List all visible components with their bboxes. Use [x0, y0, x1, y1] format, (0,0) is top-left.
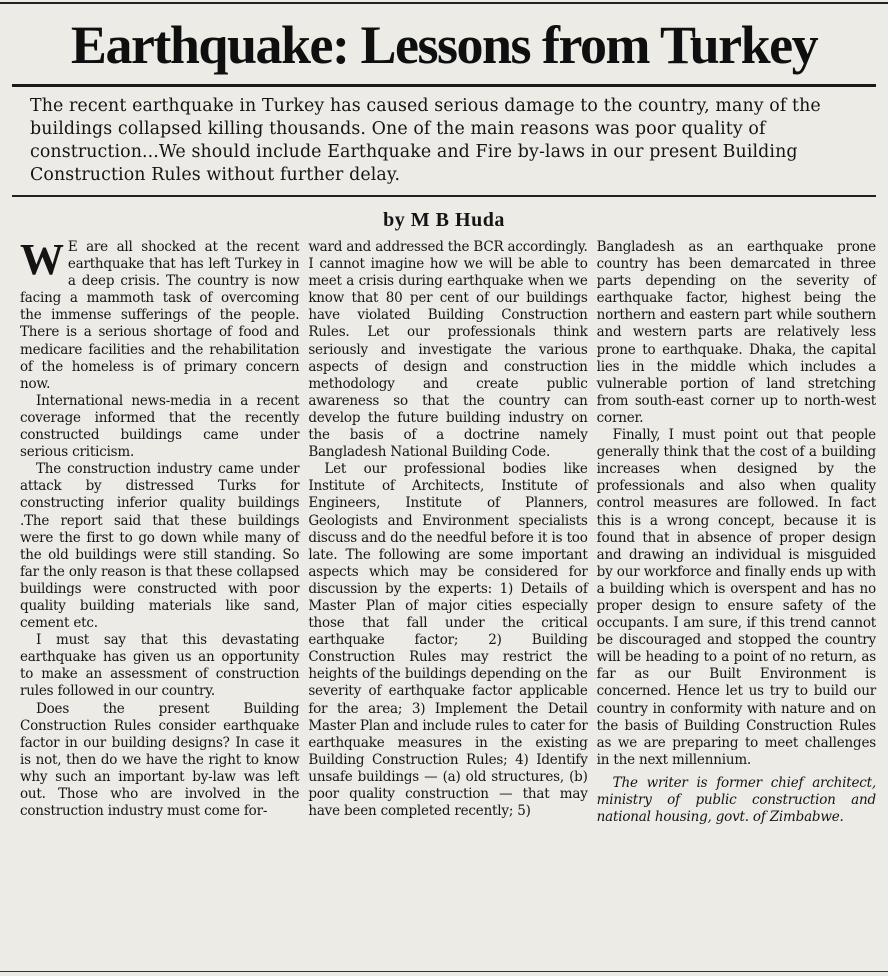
column-3 — [597, 239, 876, 826]
column-2 — [308, 239, 587, 826]
paragraph: I must say that this devastating earthquake has given us an opportunity to make an assessment of construction rules followed in our country. — [20, 632, 300, 700]
paragraph: Bangladesh as an earthquake prone country has been demarcated in three parts depending on the severity of earthquake factor, highest being the northern and eastern part while southern and western parts are relatively less prone to earthquake. Dhaka, the capital lies in the middle which includes a vulnerable portion of land stretching from south-east corner up to north-west corner. — [596, 239, 876, 426]
standfirst: The recent earthquake in Turkey has caused serious damage to the country, many of the buildings collapsed killing thousands. One of the main reasons was poor quality of construction...We should include Earthquake and Fire by-laws in our present Building Construction Rules without further delay. — [30, 96, 821, 185]
column-1 — [20, 235, 300, 826]
paragraph: Does the present Building Construction Rules consider earthquake factor in our building designs? In case it is not, then do we have the right to know why such an important by-law was left out. Those who are involved in the construction industry must come for- — [20, 700, 300, 820]
paragraph-text: E are all shocked at the recent earthquake that has left Turkey in a deep crisis. The country is now facing a mammoth task of overcoming the immense sufferings of the people. There is a serious shortage of food and medicare facilities and the rehabilitation of the homeless is of primary concern now. — [20, 239, 300, 392]
headline: Earthquake: Lessons from Turkey — [70, 15, 818, 75]
paragraph: Let our professional bodies like Institute of Architects, Institute of Engineers, Institute of Planners, Geologists and Environment specialists discuss and do the needful before it is too late. The following are some important aspects which may be considered for discussion by the experts: 1) Details of Master Plan of major cities especially those that fall under the critical earthquake factor; 2) Building Construction Rules may restrict the heights of the buildings depending on the severity of earthquake factor applicable for the area; 3) Implement the Detail Master Plan and include rules to cater for earthquake measures in the existing Building Construction Rules; 4) Identify unsafe buildings — (a) old structures, (b) poor quality construction — that may have been completed recently; 5) — [308, 461, 588, 820]
article-body — [12, 235, 876, 826]
paragraph — [20, 235, 300, 393]
standfirst-rule — [12, 195, 876, 197]
author-note: The writer is former chief architect, ministry of public construction and national housing, govt. of Zimbabwe. — [596, 774, 876, 826]
drop-cap: W — [20, 235, 64, 284]
paragraph: Finally, I must point out that people generally think that the cost of a building increases when designed by the professionals and also when quality control measures are followed. In fact this is a wrong concept, because it is found that in absence of proper design and drawing an individual is misguided by our workforce and finally ends up with a building which is overspent and has no proper design to ensure safety of the occupants. I am sure, if this trend cannot be discouraged and stopped the country will be heading to a point of no return, as far as our Built Environment is concerned. Hence let us try to build our country in conformity with nature and on the basis of Building Construction Rules as we are preparing to meet challenges in the next millennium. — [596, 427, 876, 768]
paragraph: International news-media in a recent coverage informed that the recently constructed buildings came under serious criticism. — [20, 392, 300, 461]
top-rule — [0, 2, 888, 4]
paragraph: The construction industry came under attack by distressed Turks for constructing inferior quality buildings .The report said that these buildings were the first to go down while many of the old buildings were still standing. So far the only reason is that these collapsed buildings were constructed with poor quality building materials like sand, cement etc. — [20, 461, 300, 632]
bottom-rule — [0, 971, 888, 972]
headline-rule — [12, 84, 876, 87]
paragraph: ward and addressed the BCR accordingly. I cannot imagine how we will be able to meet a crisis during earthquake when we know that 80 per cent of our buildings have violated Building Construction Rules. Let our professionals think seriously and investigate the various aspects of design and construction methodology and create public awareness so that the country can develop the future building industry on the basis of a doctrine namely Bangladesh National Building Code. — [308, 239, 588, 461]
byline: by M B Huda — [383, 209, 505, 231]
